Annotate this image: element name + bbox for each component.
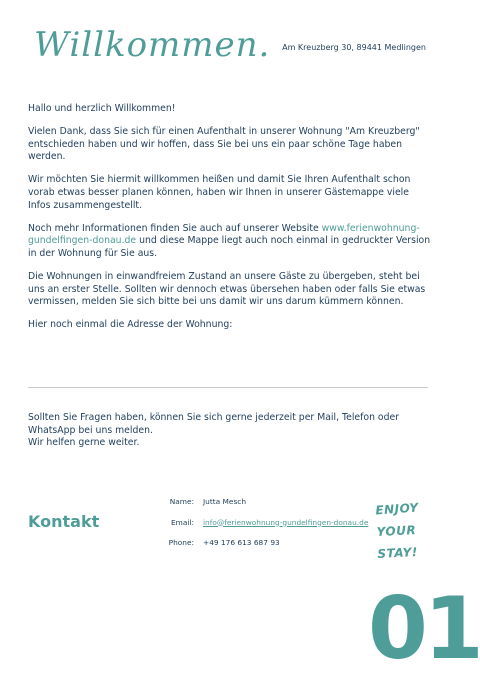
divider-line — [28, 387, 428, 388]
website-text-before: Noch mehr Informationen finden Sie auch auf unserer Website — [28, 222, 322, 234]
enjoy-line-2: YOUR STAY! — [376, 522, 419, 562]
paragraph-address-intro: Hier noch einmal die Adresse der Wohnung: — [28, 319, 233, 331]
enjoy-line-1: ENJOY — [374, 500, 420, 518]
email-label: Email: — [171, 517, 194, 527]
welcome-logo: Willkommen. — [34, 25, 271, 65]
contact-row-email — [160, 518, 368, 539]
welcome-letter — [28, 103, 432, 342]
phone-label: Phone: — [168, 538, 194, 547]
name-label: Name: — [169, 497, 194, 506]
contact-row-name — [160, 497, 368, 518]
closing-text — [28, 412, 432, 450]
contact-details — [160, 497, 368, 559]
paragraph-thanks: Vielen Dank, dass Sie sich für einen Aufenthalt in unserer Wohnung "Am Kreuzberg" entschieden haben und wir hoffen, dass Sie bei uns ein paar schöne Tage haben werden. — [28, 126, 420, 163]
contact-row-phone — [160, 538, 368, 559]
closing-line-3: Wir helfen gerne weiter. — [28, 437, 140, 449]
paragraph-condition: Die Wohnungen in einwandfreiem Zustand an unsere Gäste zu übergeben, steht bei uns an erster Stelle. Sollten wir dennoch etwas übersehen haben oder falls Sie etwas vermissen, melden Sie sich bitte bei uns damit wir uns darum kümmern können. — [28, 270, 426, 308]
enjoy-your-stay-lettering — [362, 498, 432, 564]
name-value: Jutta Mesch — [203, 497, 247, 506]
website-link[interactable]: www.ferienwohnung-gundelfingen-donau.de — [28, 222, 420, 247]
header-address: Am Kreuzberg 30, 89441 Medlingen — [282, 43, 426, 52]
phone-value: +49 176 613 687 93 — [203, 538, 280, 547]
contact-heading: Kontakt — [28, 512, 100, 531]
page-number: 01 — [368, 579, 480, 679]
page-number-clip — [368, 579, 480, 679]
email-link[interactable]: info@ferienwohnung-gundelfingen-donau.de — [203, 517, 369, 527]
paragraph-website — [28, 223, 432, 261]
website-text-after: und diese Mappe liegt auch noch einmal in gedruckter Version in der Wohnung für Sie aus. — [28, 235, 431, 259]
greeting: Hallo und herzlich Willkommen! — [28, 103, 176, 114]
paragraph-guestbook: Wir möchten Sie hiermit willkommen heißen und damit Sie Ihren Aufenthalt schon vorab etwas besser planen können, haben wir Ihnen in unserer Gästemappe viele Infos zusammengestellt. — [28, 174, 411, 211]
closing-line-2: WhatsApp bei uns melden. — [28, 424, 153, 436]
closing-line-1: Sollten Sie Fragen haben, können Sie sich gerne jederzeit per Mail, Telefon oder — [28, 412, 400, 423]
